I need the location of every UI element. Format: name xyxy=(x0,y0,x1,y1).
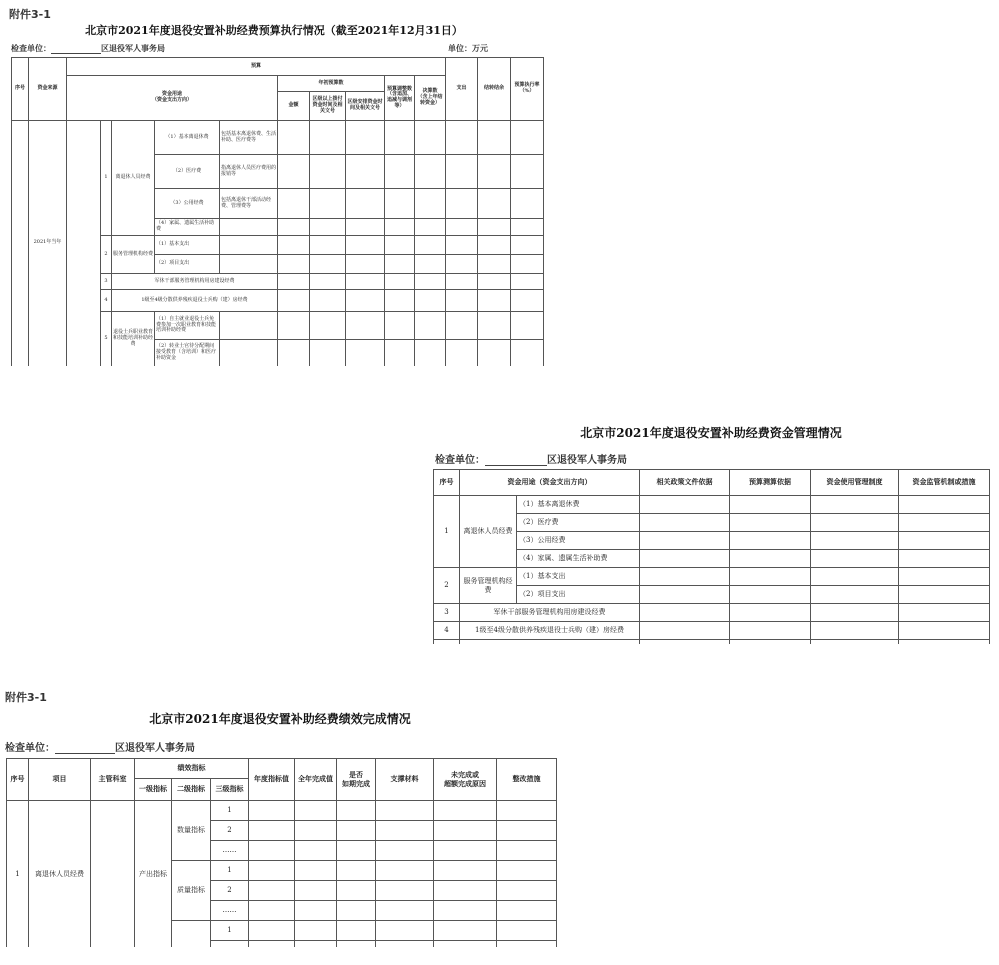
doc1-cell xyxy=(446,290,478,312)
doc3-cell xyxy=(249,881,295,901)
doc2-h-policy: 相关政策文件依据 xyxy=(640,470,730,496)
doc1-cell xyxy=(478,236,511,255)
doc1-cell xyxy=(310,255,346,274)
doc1-cell xyxy=(278,219,310,236)
doc2-row-item: （2）项目支出 xyxy=(517,586,640,604)
doc1-cell xyxy=(446,340,478,366)
doc2-cell xyxy=(899,550,990,568)
doc1-cell xyxy=(415,219,446,236)
doc1-cell xyxy=(478,155,511,189)
doc1-title: 北京市2021年度退役安置补助经费预算执行情况（截至2021年12月31日） xyxy=(85,24,463,37)
doc1-row-item: （1）基本支出 xyxy=(155,236,220,255)
doc1-h-exec-text: 预算执行率 xyxy=(514,82,540,89)
doc1-cell xyxy=(478,219,511,236)
doc3-cell xyxy=(249,841,295,861)
doc1-cell xyxy=(346,189,385,219)
doc1-cell xyxy=(511,155,544,189)
doc1-row-full: 1级至4级分散供养残疾退役士兵购（建）房经费 xyxy=(112,290,278,312)
doc1-cell xyxy=(346,312,385,340)
doc3-cell xyxy=(497,921,557,941)
doc3-cell xyxy=(249,941,295,947)
doc1-row-no: 1 xyxy=(101,121,112,236)
doc1-cell xyxy=(310,121,346,155)
doc1-cell xyxy=(385,219,415,236)
doc2-row-item: （1）基本离退休费 xyxy=(517,496,640,514)
doc3-h-lv1: 一级指标 xyxy=(135,779,172,801)
doc3-project: 离退休人员经费 xyxy=(29,801,91,947)
doc2-fund-table-wrap xyxy=(433,469,990,644)
doc3-lv3: 1 xyxy=(211,861,249,881)
doc1-h-annual-c2: 区级安排资金时间及相关文号 xyxy=(346,92,385,121)
doc1-h-expense: 支出 xyxy=(446,58,478,121)
doc1-h-adjust xyxy=(385,76,415,121)
doc2-h-seq: 序号 xyxy=(434,470,460,496)
doc2-h-system: 资金使用管理制度 xyxy=(811,470,899,496)
doc1-row-item: （3）公用经费 xyxy=(155,189,220,219)
doc3-h-support: 支撑材料 xyxy=(376,759,434,801)
doc2-cell xyxy=(730,640,811,644)
doc2-cell xyxy=(811,622,899,640)
doc2-cell xyxy=(730,514,811,532)
doc2-inspect-unit-blank xyxy=(485,465,547,466)
doc3-cell xyxy=(295,861,337,881)
doc1-cell xyxy=(310,340,346,366)
doc2-h-estimate: 预算测算依据 xyxy=(730,470,811,496)
doc3-lv3: …… xyxy=(211,841,249,861)
doc3-inspect-unit-blank xyxy=(55,753,115,754)
doc2-cell xyxy=(811,604,899,622)
doc3-cell xyxy=(376,901,434,921)
doc1-cell xyxy=(446,121,478,155)
doc1-inspect-unit-label: 检查单位： xyxy=(11,44,51,53)
doc1-cell xyxy=(346,236,385,255)
doc2-inspect-unit xyxy=(435,451,627,466)
doc3-cell xyxy=(295,881,337,901)
doc3-cell xyxy=(434,921,497,941)
doc2-title: 北京市2021年度退役安置补助经费资金管理情况 xyxy=(580,426,842,440)
doc1-cell xyxy=(415,255,446,274)
doc1-cell xyxy=(511,219,544,236)
doc1-cell xyxy=(446,155,478,189)
doc3-lv3: 1 xyxy=(211,801,249,821)
doc2-cell xyxy=(730,496,811,514)
doc2-row-group: 离退休人员经费 xyxy=(460,496,517,568)
doc2-cell xyxy=(899,568,990,586)
doc2-row-item: （4）家属、遗属生活补助费 xyxy=(517,550,640,568)
doc1-cell xyxy=(346,155,385,189)
doc1-row-group: 退役士兵职业教育和技能培训补助经费 xyxy=(112,312,155,366)
doc3-cell xyxy=(249,901,295,921)
doc1-h-seq: 序号 xyxy=(12,58,29,121)
doc1-cell xyxy=(385,155,415,189)
doc3-cell xyxy=(249,821,295,841)
doc1-cell xyxy=(415,340,446,366)
doc3-lv3: 2 xyxy=(211,821,249,841)
doc3-cell xyxy=(376,841,434,861)
doc3-h-target: 年度指标值 xyxy=(249,759,295,801)
doc3-h-dept: 主管科室 xyxy=(91,759,135,801)
doc3-cell xyxy=(497,901,557,921)
doc1-cell xyxy=(385,236,415,255)
doc2-cell xyxy=(640,568,730,586)
doc1-cell xyxy=(385,121,415,155)
doc3-lv2-next xyxy=(172,921,211,947)
doc3-cell xyxy=(434,841,497,861)
doc1-inspect-unit xyxy=(11,43,165,54)
doc1-row-group: 离退休人员经费 xyxy=(112,121,155,236)
doc1-cell xyxy=(511,274,544,290)
doc3-h-lv3: 三级指标 xyxy=(211,779,249,801)
doc2-cell xyxy=(899,532,990,550)
doc1-cell xyxy=(478,274,511,290)
doc3-cell xyxy=(497,821,557,841)
doc1-h-amount: 金额 xyxy=(278,92,310,121)
doc1-h-adjust-sub: （含追加、追减与调剂等） xyxy=(386,91,412,109)
doc1-cell xyxy=(346,290,385,312)
doc3-cell xyxy=(295,921,337,941)
doc1-cell xyxy=(278,290,310,312)
doc3-cell xyxy=(434,861,497,881)
doc1-indent-cell xyxy=(67,121,101,366)
doc1-cell xyxy=(478,255,511,274)
doc1-row-no: 4 xyxy=(101,290,112,312)
doc1-cell xyxy=(478,340,511,366)
doc2-cell xyxy=(434,640,460,644)
doc3-kpi-table-wrap xyxy=(6,758,557,947)
doc2-inspect-unit-name: 区退役军人事务局 xyxy=(547,455,627,466)
doc1-cell xyxy=(310,236,346,255)
doc1-cell xyxy=(385,290,415,312)
doc1-cell xyxy=(385,312,415,340)
doc3-cell xyxy=(337,881,376,901)
doc2-row-full: 1级至4级分散供养残疾退役士兵购（建）房经费 xyxy=(460,622,640,640)
doc1-row-note: 指离退休人员医疗费用的报销等 xyxy=(220,155,278,189)
doc1-cell xyxy=(415,312,446,340)
doc1-cell xyxy=(346,121,385,155)
doc1-cell xyxy=(511,312,544,340)
doc1-cell xyxy=(415,236,446,255)
doc2-row-item: （3）公用经费 xyxy=(517,532,640,550)
doc1-cell xyxy=(346,219,385,236)
doc1-h-usage-sub: （资金支出方向） xyxy=(151,97,192,103)
doc2-row-no: 2 xyxy=(434,568,460,604)
doc3-cell xyxy=(497,941,557,947)
doc3-cell xyxy=(376,821,434,841)
doc1-inspect-unit-name: 区退役军人事务局 xyxy=(101,44,165,53)
doc2-cell xyxy=(811,568,899,586)
doc2-cell xyxy=(730,586,811,604)
doc2-cell xyxy=(460,640,640,644)
doc2-cell xyxy=(811,586,899,604)
doc2-row-full: 军休干部服务管理机构用房建设经费 xyxy=(460,604,640,622)
doc2-row-item: （2）医疗费 xyxy=(517,514,640,532)
doc2-cell xyxy=(811,532,899,550)
doc1-cell xyxy=(511,290,544,312)
doc3-cell xyxy=(497,801,557,821)
doc1-cell xyxy=(511,340,544,366)
doc3-lv3: 1 xyxy=(211,921,249,941)
doc2-cell xyxy=(730,604,811,622)
doc1-cell xyxy=(511,189,544,219)
doc3-cell xyxy=(211,941,249,947)
doc1-cell xyxy=(346,274,385,290)
doc1-cell xyxy=(278,274,310,290)
doc1-cell xyxy=(478,121,511,155)
doc2-cell xyxy=(730,622,811,640)
doc3-cell xyxy=(434,901,497,921)
doc1-cell xyxy=(415,274,446,290)
doc1-row-note: 包括基本离退休费、生活补助、医疗费等 xyxy=(220,121,278,155)
doc3-cell xyxy=(497,841,557,861)
doc3-cell xyxy=(376,881,434,901)
doc2-row-no: 1 xyxy=(434,496,460,568)
doc2-cell xyxy=(899,496,990,514)
doc1-row-note xyxy=(220,219,278,236)
doc2-cell xyxy=(640,550,730,568)
doc3-cell xyxy=(249,921,295,941)
doc2-cell xyxy=(811,550,899,568)
doc3-cell xyxy=(249,861,295,881)
doc2-row-no: 4 xyxy=(434,622,460,640)
doc3-cell xyxy=(337,941,376,947)
doc2-row-group: 服务管理机构经费 xyxy=(460,568,517,604)
doc3-cell xyxy=(434,801,497,821)
doc1-cell xyxy=(511,121,544,155)
doc1-cell xyxy=(511,236,544,255)
doc1-cell xyxy=(310,219,346,236)
doc1-cell xyxy=(346,255,385,274)
doc3-cell xyxy=(376,861,434,881)
doc2-h-usage: 资金用途（资金支出方向） xyxy=(460,470,640,496)
doc2-cell xyxy=(640,496,730,514)
doc1-cell xyxy=(446,236,478,255)
doc2-cell xyxy=(811,640,899,644)
doc3-cell xyxy=(434,941,497,947)
doc3-inspect-unit xyxy=(5,739,195,754)
doc1-cell xyxy=(415,121,446,155)
doc3-lv2-quality: 质量指标 xyxy=(172,861,211,921)
doc3-cell xyxy=(376,921,434,941)
doc3-inspect-unit-name: 区退役军人事务局 xyxy=(115,743,195,754)
doc1-h-final-text: 决算数 xyxy=(422,88,438,95)
doc1-row-item: （1）基本离退休费 xyxy=(155,121,220,155)
doc1-h-exec xyxy=(511,58,544,121)
doc1-h-usage xyxy=(67,76,278,121)
doc2-h-supervise: 资金监管机制或措施 xyxy=(899,470,990,496)
doc1-money-unit: 单位：万元 xyxy=(448,44,488,53)
doc3-h-reason: 未完成或 超额完成原因 xyxy=(434,759,497,801)
doc1-row-item: （2）医疗费 xyxy=(155,155,220,189)
doc3-h-fix: 整改措施 xyxy=(497,759,557,801)
doc1-cell xyxy=(310,155,346,189)
doc3-cell xyxy=(337,801,376,821)
doc1-cell xyxy=(278,236,310,255)
doc2-cell xyxy=(730,550,811,568)
doc1-h-annual-c1: 区级以上拨付资金时间及相关文号 xyxy=(310,92,346,121)
doc1-h-annual: 年初预算数 xyxy=(278,76,385,92)
doc3-cell xyxy=(337,841,376,861)
doc3-h-project: 项目 xyxy=(29,759,91,801)
doc1-row-item: （2）项目支出 xyxy=(155,255,220,274)
doc1-cell xyxy=(346,340,385,366)
doc1-h-adjust-text: 预算调整数 xyxy=(386,85,412,92)
doc1-annex-label: 附件3-1 xyxy=(9,8,51,21)
doc3-kpi-table xyxy=(6,758,557,947)
doc3-h-actual: 全年完成值 xyxy=(295,759,337,801)
doc1-seq-cell xyxy=(12,121,29,366)
doc2-cell xyxy=(640,604,730,622)
doc3-lv3: …… xyxy=(211,901,249,921)
doc3-cell xyxy=(497,881,557,901)
doc3-title: 北京市2021年度退役安置补助经费绩效完成情况 xyxy=(149,712,411,726)
doc2-cell xyxy=(899,622,990,640)
doc3-dept xyxy=(91,801,135,947)
doc1-h-final xyxy=(415,76,446,121)
doc1-cell xyxy=(310,290,346,312)
doc2-row-no: 3 xyxy=(434,604,460,622)
doc3-cell xyxy=(337,921,376,941)
doc1-h-source: 资金来源 xyxy=(29,58,67,121)
doc3-cell xyxy=(376,941,434,947)
doc1-cell xyxy=(415,189,446,219)
doc1-cell xyxy=(385,255,415,274)
doc3-cell xyxy=(295,901,337,921)
doc3-cell xyxy=(337,861,376,881)
doc1-cell xyxy=(415,290,446,312)
doc1-row-note xyxy=(220,236,278,255)
doc3-lv1: 产出指标 xyxy=(135,801,172,947)
doc3-cell xyxy=(249,801,295,821)
doc1-row-note xyxy=(220,312,278,340)
doc1-cell xyxy=(446,312,478,340)
doc1-row-item: （1）自主就业退役士兵免费参加一次职业教育和技能培训补助经费 xyxy=(155,312,220,340)
doc1-h-final-sub: （含上年结转资金） xyxy=(417,94,443,106)
doc1-row-no: 5 xyxy=(101,312,112,366)
doc1-row-no: 2 xyxy=(101,236,112,274)
doc3-cell xyxy=(295,821,337,841)
doc1-cell xyxy=(446,274,478,290)
doc2-cell xyxy=(899,640,990,644)
doc1-cell xyxy=(278,155,310,189)
doc2-fund-table xyxy=(433,469,990,644)
doc2-cell xyxy=(899,514,990,532)
doc1-row-full: 军休干部服务管理机构用房建设经费 xyxy=(112,274,278,290)
doc3-cell xyxy=(337,821,376,841)
doc1-cell xyxy=(478,290,511,312)
doc1-row-note: 包括离退休干部活动经费、管理费等 xyxy=(220,189,278,219)
doc3-row-no: 1 xyxy=(7,801,29,947)
doc1-cell xyxy=(385,340,415,366)
doc3-h-ontime: 是否 如期完成 xyxy=(337,759,376,801)
doc1-row-note xyxy=(220,255,278,274)
doc3-cell xyxy=(295,801,337,821)
doc2-cell xyxy=(640,622,730,640)
doc1-h-balance: 结转结余 xyxy=(478,58,511,121)
doc1-cell xyxy=(511,255,544,274)
doc1-cell xyxy=(446,255,478,274)
doc3-inspect-unit-label: 检查单位： xyxy=(5,743,55,754)
doc3-cell xyxy=(295,941,337,947)
doc1-h-usage-text: 资金用途 xyxy=(161,91,182,98)
doc3-lv3: 2 xyxy=(211,881,249,901)
doc1-budget-table xyxy=(11,57,544,366)
doc1-cell xyxy=(385,189,415,219)
doc3-cell xyxy=(434,881,497,901)
doc2-cell xyxy=(811,514,899,532)
doc3-annex-label: 附件3-1 xyxy=(5,691,47,704)
doc2-cell xyxy=(640,640,730,644)
doc1-inspect-unit-blank xyxy=(51,53,101,54)
doc1-cell xyxy=(446,189,478,219)
doc1-cell xyxy=(278,312,310,340)
doc2-cell xyxy=(899,604,990,622)
doc1-budget-table-wrap xyxy=(11,57,544,366)
doc1-h-budget: 预算 xyxy=(67,58,446,76)
doc3-cell xyxy=(295,841,337,861)
doc3-cell xyxy=(337,901,376,921)
doc1-row-item: （4）家属、遗属生活补助费 xyxy=(155,219,220,236)
doc2-inspect-unit-label: 检查单位： xyxy=(435,455,485,466)
doc1-row-no: 3 xyxy=(101,274,112,290)
doc3-h-seq: 序号 xyxy=(7,759,29,801)
doc1-h-exec-sub: （%） xyxy=(519,88,535,94)
doc1-cell xyxy=(478,312,511,340)
doc1-cell xyxy=(278,121,310,155)
doc1-cell xyxy=(478,189,511,219)
doc1-source-cell: 2021年当年 xyxy=(29,121,67,366)
doc3-cell xyxy=(497,861,557,881)
doc1-cell xyxy=(310,274,346,290)
doc1-cell xyxy=(278,255,310,274)
doc3-cell xyxy=(376,801,434,821)
doc1-cell xyxy=(278,340,310,366)
doc1-cell xyxy=(310,189,346,219)
doc2-cell xyxy=(640,532,730,550)
doc1-row-group: 服务管理机构经费 xyxy=(112,236,155,274)
doc1-cell xyxy=(278,189,310,219)
doc2-row-item: （1）基本支出 xyxy=(517,568,640,586)
doc3-h-kpi: 绩效指标 xyxy=(135,759,249,779)
doc3-lv2-quantity: 数量指标 xyxy=(172,801,211,861)
doc3-h-lv2: 二级指标 xyxy=(172,779,211,801)
doc1-cell xyxy=(385,274,415,290)
doc3-cell xyxy=(434,821,497,841)
doc1-cell xyxy=(446,219,478,236)
doc1-cell xyxy=(415,155,446,189)
doc1-row-note xyxy=(220,340,278,366)
doc2-cell xyxy=(730,532,811,550)
doc2-cell xyxy=(640,586,730,604)
doc2-cell xyxy=(899,586,990,604)
doc2-cell xyxy=(811,496,899,514)
doc1-cell xyxy=(310,312,346,340)
doc2-cell xyxy=(640,514,730,532)
doc2-cell xyxy=(730,568,811,586)
doc1-row-item: （2）转业士官待分配期间接受教育（含培训）和医疗补助资金 xyxy=(155,340,220,366)
